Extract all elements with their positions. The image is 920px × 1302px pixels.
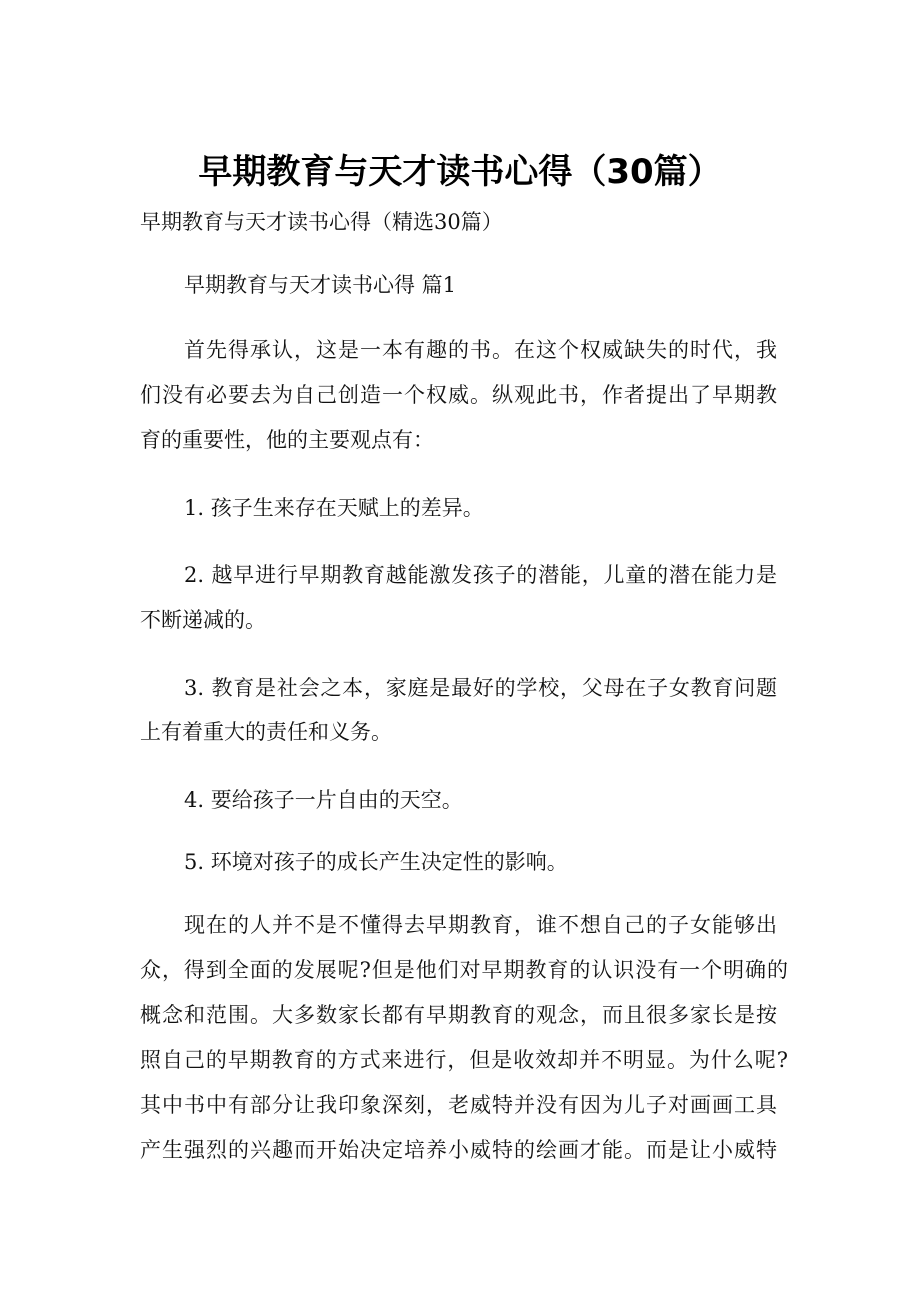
paragraph-line: 上有着重大的责任和义务。: [140, 720, 392, 744]
list-item-4: 4. 要给孩子一片自由的天空。: [184, 788, 463, 812]
paragraph-line: 现在的人并不是不懂得去早期教育，谁不想自己的子女能够出: [184, 913, 777, 937]
paragraph-line: 概念和范围。大多数家长都有早期教育的观念，而且很多家长是按: [140, 1003, 777, 1027]
document-title: 早期教育与天才读书心得（30篇）: [198, 152, 722, 192]
paragraph-line: 不断递减的。: [140, 608, 266, 632]
paragraph-line: 众，得到全面的发展呢?但是他们对早期教育的认识没有一个明确的: [140, 958, 788, 982]
list-item-1: 1. 孩子生来存在天赋上的差异。: [184, 496, 484, 520]
section-heading: 早期教育与天才读书心得 篇1: [184, 273, 457, 297]
paragraph-line: 产生强烈的兴趣而开始决定培养小威特的绘画才能。而是让小威特: [140, 1138, 777, 1162]
paragraph-line: 2. 越早进行早期教育越能激发孩子的潜能，儿童的潜在能力是: [184, 563, 777, 587]
document-subtitle: 早期教育与天才读书心得（精选30篇）: [140, 210, 503, 234]
paragraph-line: 照自己的早期教育的方式来进行，但是收效却并不明显。为什么呢?: [140, 1048, 788, 1072]
paragraph-line: 育的重要性，他的主要观点有：: [140, 428, 434, 452]
list-item-5: 5. 环境对孩子的成长产生决定性的影响。: [184, 850, 568, 874]
paragraph-line: 首先得承认，这是一本有趣的书。在这个权威缺失的时代，我: [184, 338, 777, 362]
paragraph-line: 其中书中有部分让我印象深刻，老威特并没有因为儿子对画画工具: [140, 1093, 777, 1117]
paragraph-line: 3. 教育是社会之本，家庭是最好的学校，父母在子女教育问题: [184, 676, 777, 700]
paragraph-line: 们没有必要去为自己创造一个权威。纵观此书，作者提出了早期教: [140, 383, 777, 407]
